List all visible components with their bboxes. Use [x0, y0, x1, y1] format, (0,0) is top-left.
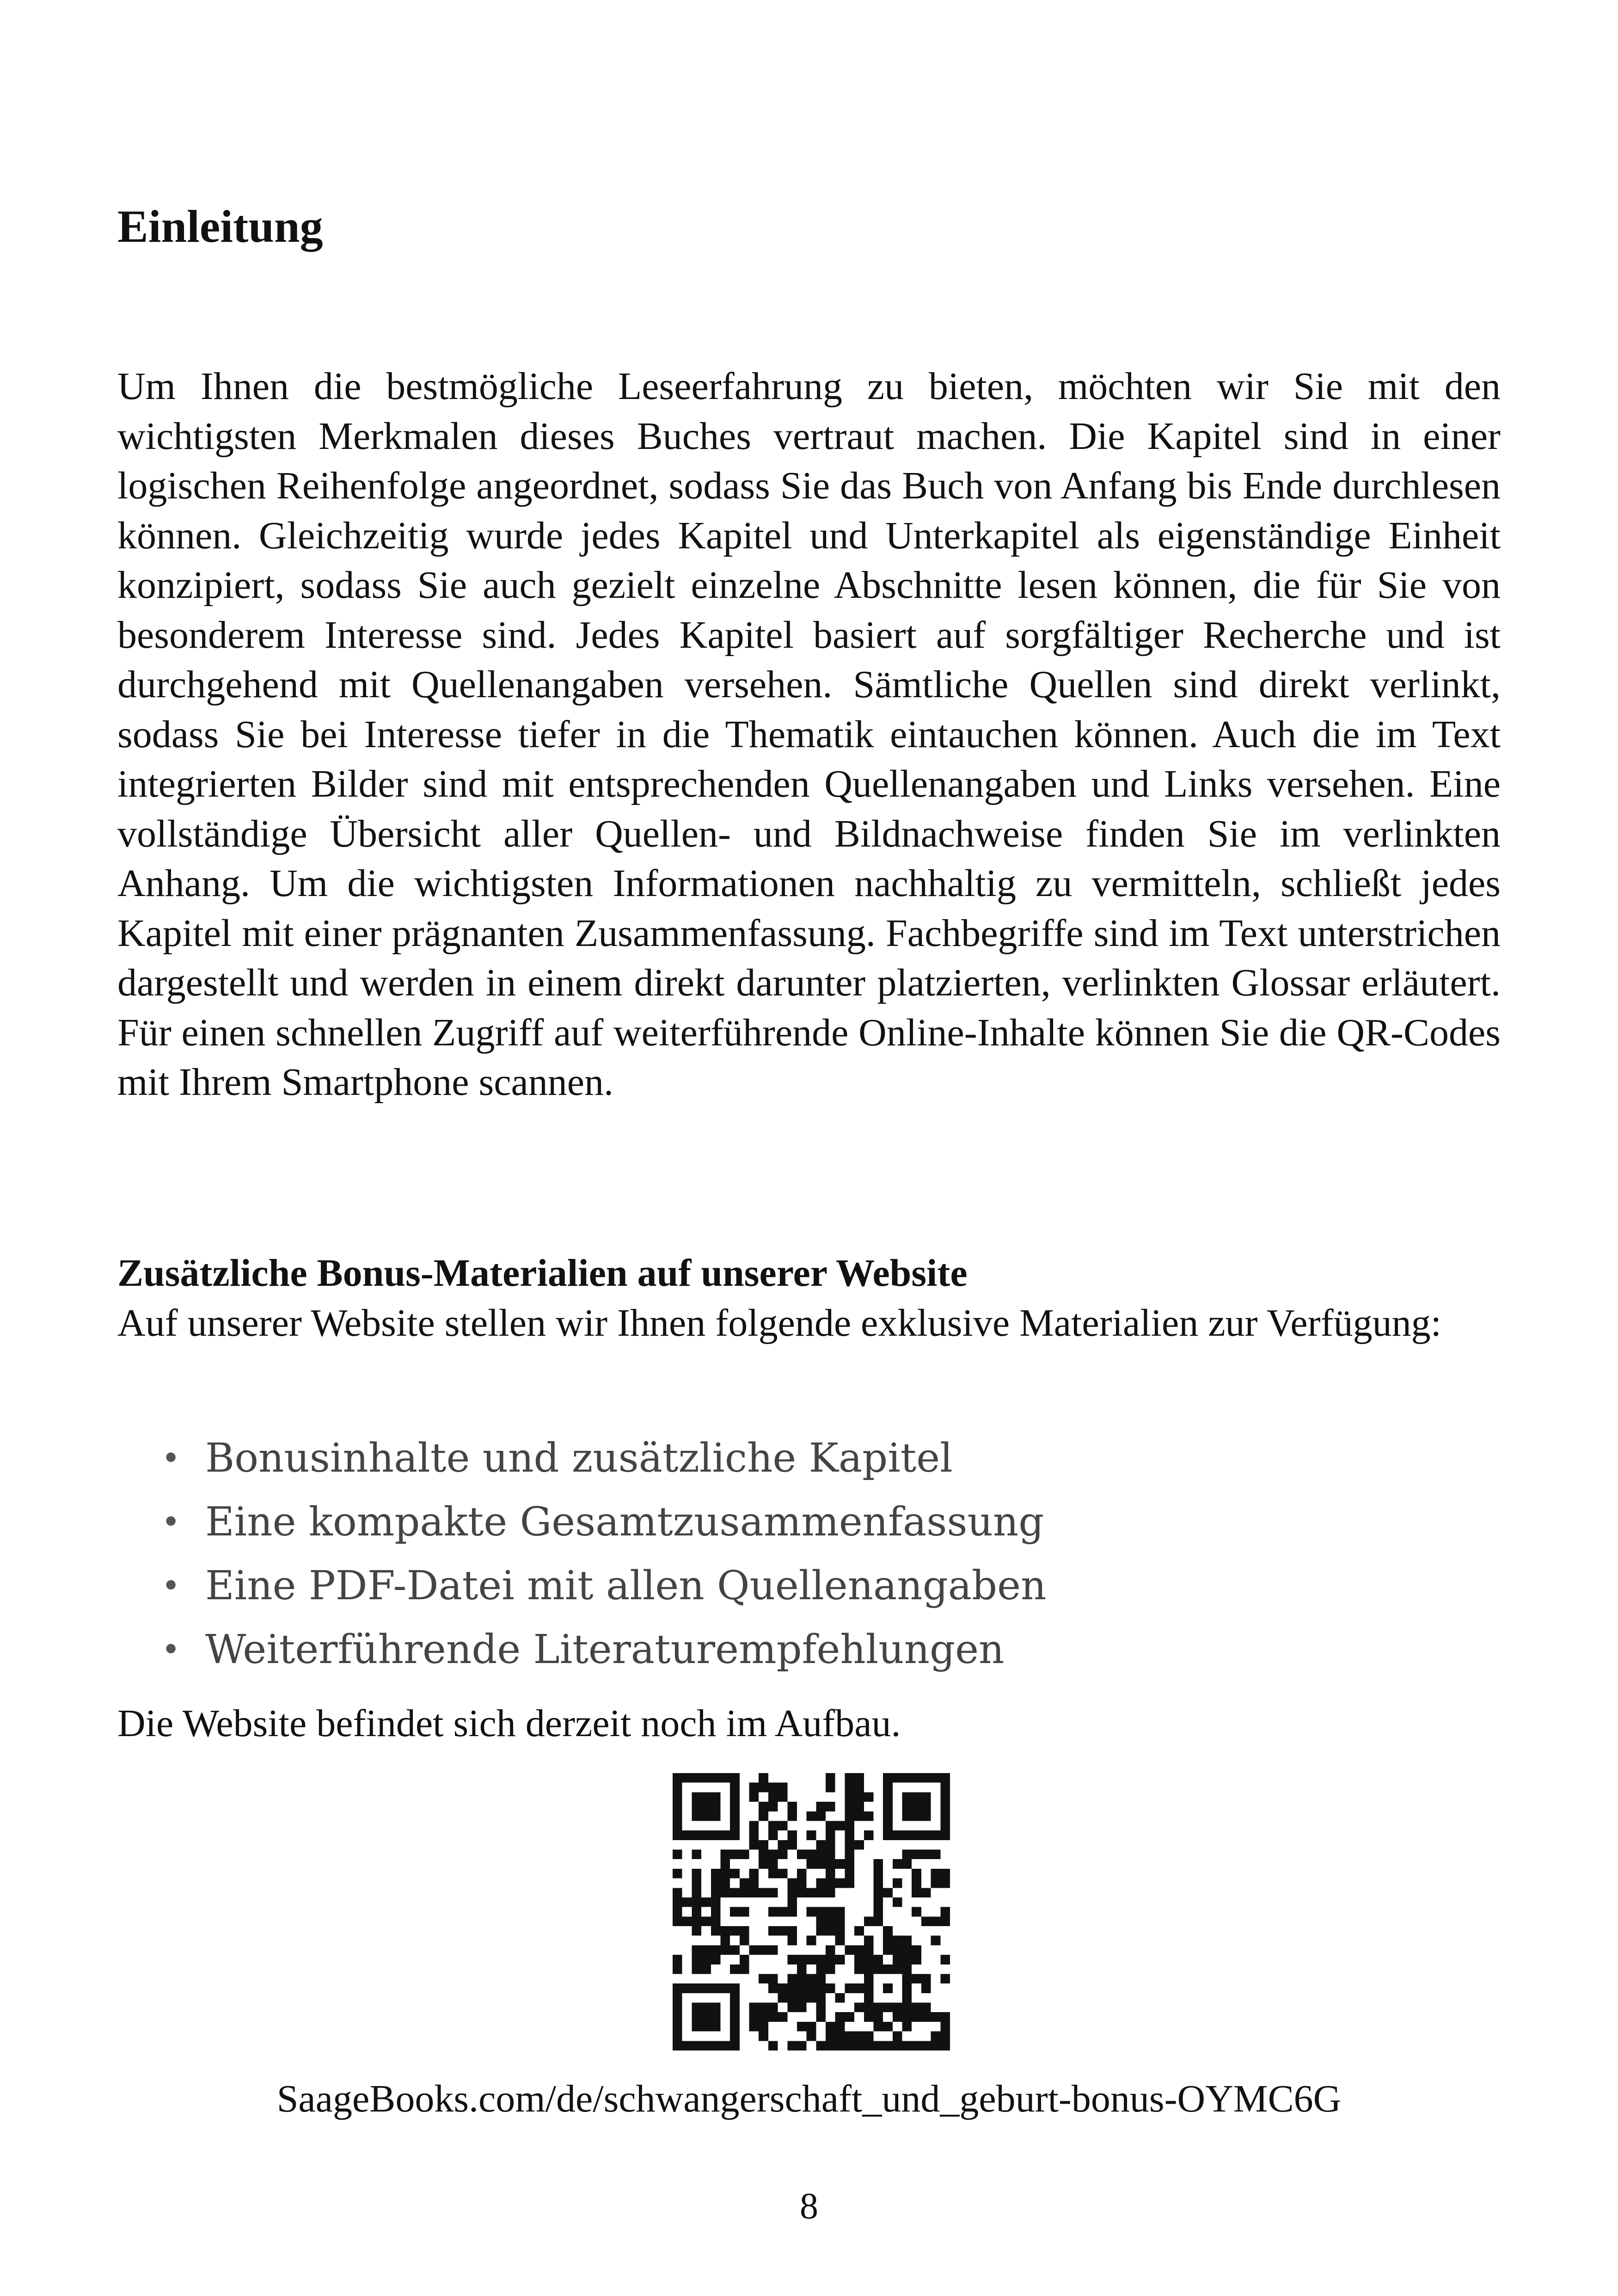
bonus-intro-text: Auf unserer Website stellen wir Ihnen folgende exklusive Materialien zur Verfügung:: [117, 1301, 1441, 1344]
list-item-label: Bonusinhalte und zusätzliche Kapitel: [205, 1435, 953, 1481]
list-item-label: Eine kompakte Gesamtzusammenfassung: [205, 1499, 1044, 1545]
list-item: [117, 1426, 1501, 1490]
bullet-icon: •: [161, 1439, 181, 1477]
qr-code-icon[interactable]: [673, 1773, 950, 2050]
bullet-icon: •: [161, 1503, 181, 1541]
bullet-icon: •: [161, 1631, 181, 1669]
list-item: [117, 1618, 1501, 1682]
bonus-list: [117, 1426, 1501, 1682]
intro-paragraph: Um Ihnen die bestmögliche Leseerfahrung zu bieten, möchten wir Sie mit den wichtigsten Merkmalen dieses Buches vertraut machen. Die Kapitel sind in einer logischen Reihenfolge angeordnet, sodass Sie das Buch von Anfang bis Ende durchlesen können. Gleichzeitig wurde jedes Kapitel und Unterkapitel als eigenständige Einheit konzipiert, sodass Sie auch gezielt einzelne Abschnitte lesen können, die für Sie von besonderem Interesse sind. Jedes Kapitel basiert auf sorgfältiger Recherche und ist durchgehend mit Quellenangaben versehen. Sämtliche Quellen sind direkt verlinkt, sodass Sie bei Interesse tiefer in die Thematik eintauchen können. Auch die im Text integrierten Bilder sind mit entsprechenden Quellenangaben und Links versehen. Eine vollständige Übersicht aller Quellen- und Bildnachweise finden Sie im verlinkten Anhang. Um die wichtigsten Informationen nachhaltig zu vermitteln, schließt jedes Kapitel mit einer prägnanten Zusammenfassung. Fachbegriffe sind im Text unterstrichen dargestellt und werden in einem direkt darunter platzierten, verlinkten Glossar erläutert. Für einen schnellen Zugriff auf weiterführende Online-Inhalte können Sie die QR-Codes mit Ihrem Smartphone scannen.: [117, 365, 1501, 1104]
bonus-website-link[interactable]: SaageBooks.com/de/schwangerschaft_und_geburt-bonus-OYMC6G: [276, 2077, 1342, 2120]
bonus-section-title: Zusätzliche Bonus-Materialien auf unserer Website: [117, 1252, 968, 1295]
page-heading: Einleitung: [117, 201, 323, 252]
list-item: [117, 1490, 1501, 1554]
website-status-note: Die Website befindet sich derzeit noch im Aufbau.: [117, 1702, 901, 1745]
list-item-label: Weiterführende Literaturempfehlungen: [205, 1627, 1005, 1673]
page-number: 8: [800, 2186, 818, 2227]
list-item: [117, 1554, 1501, 1618]
list-item-label: Eine PDF-Datei mit allen Quellenangaben: [205, 1563, 1047, 1609]
bullet-icon: •: [161, 1567, 181, 1605]
